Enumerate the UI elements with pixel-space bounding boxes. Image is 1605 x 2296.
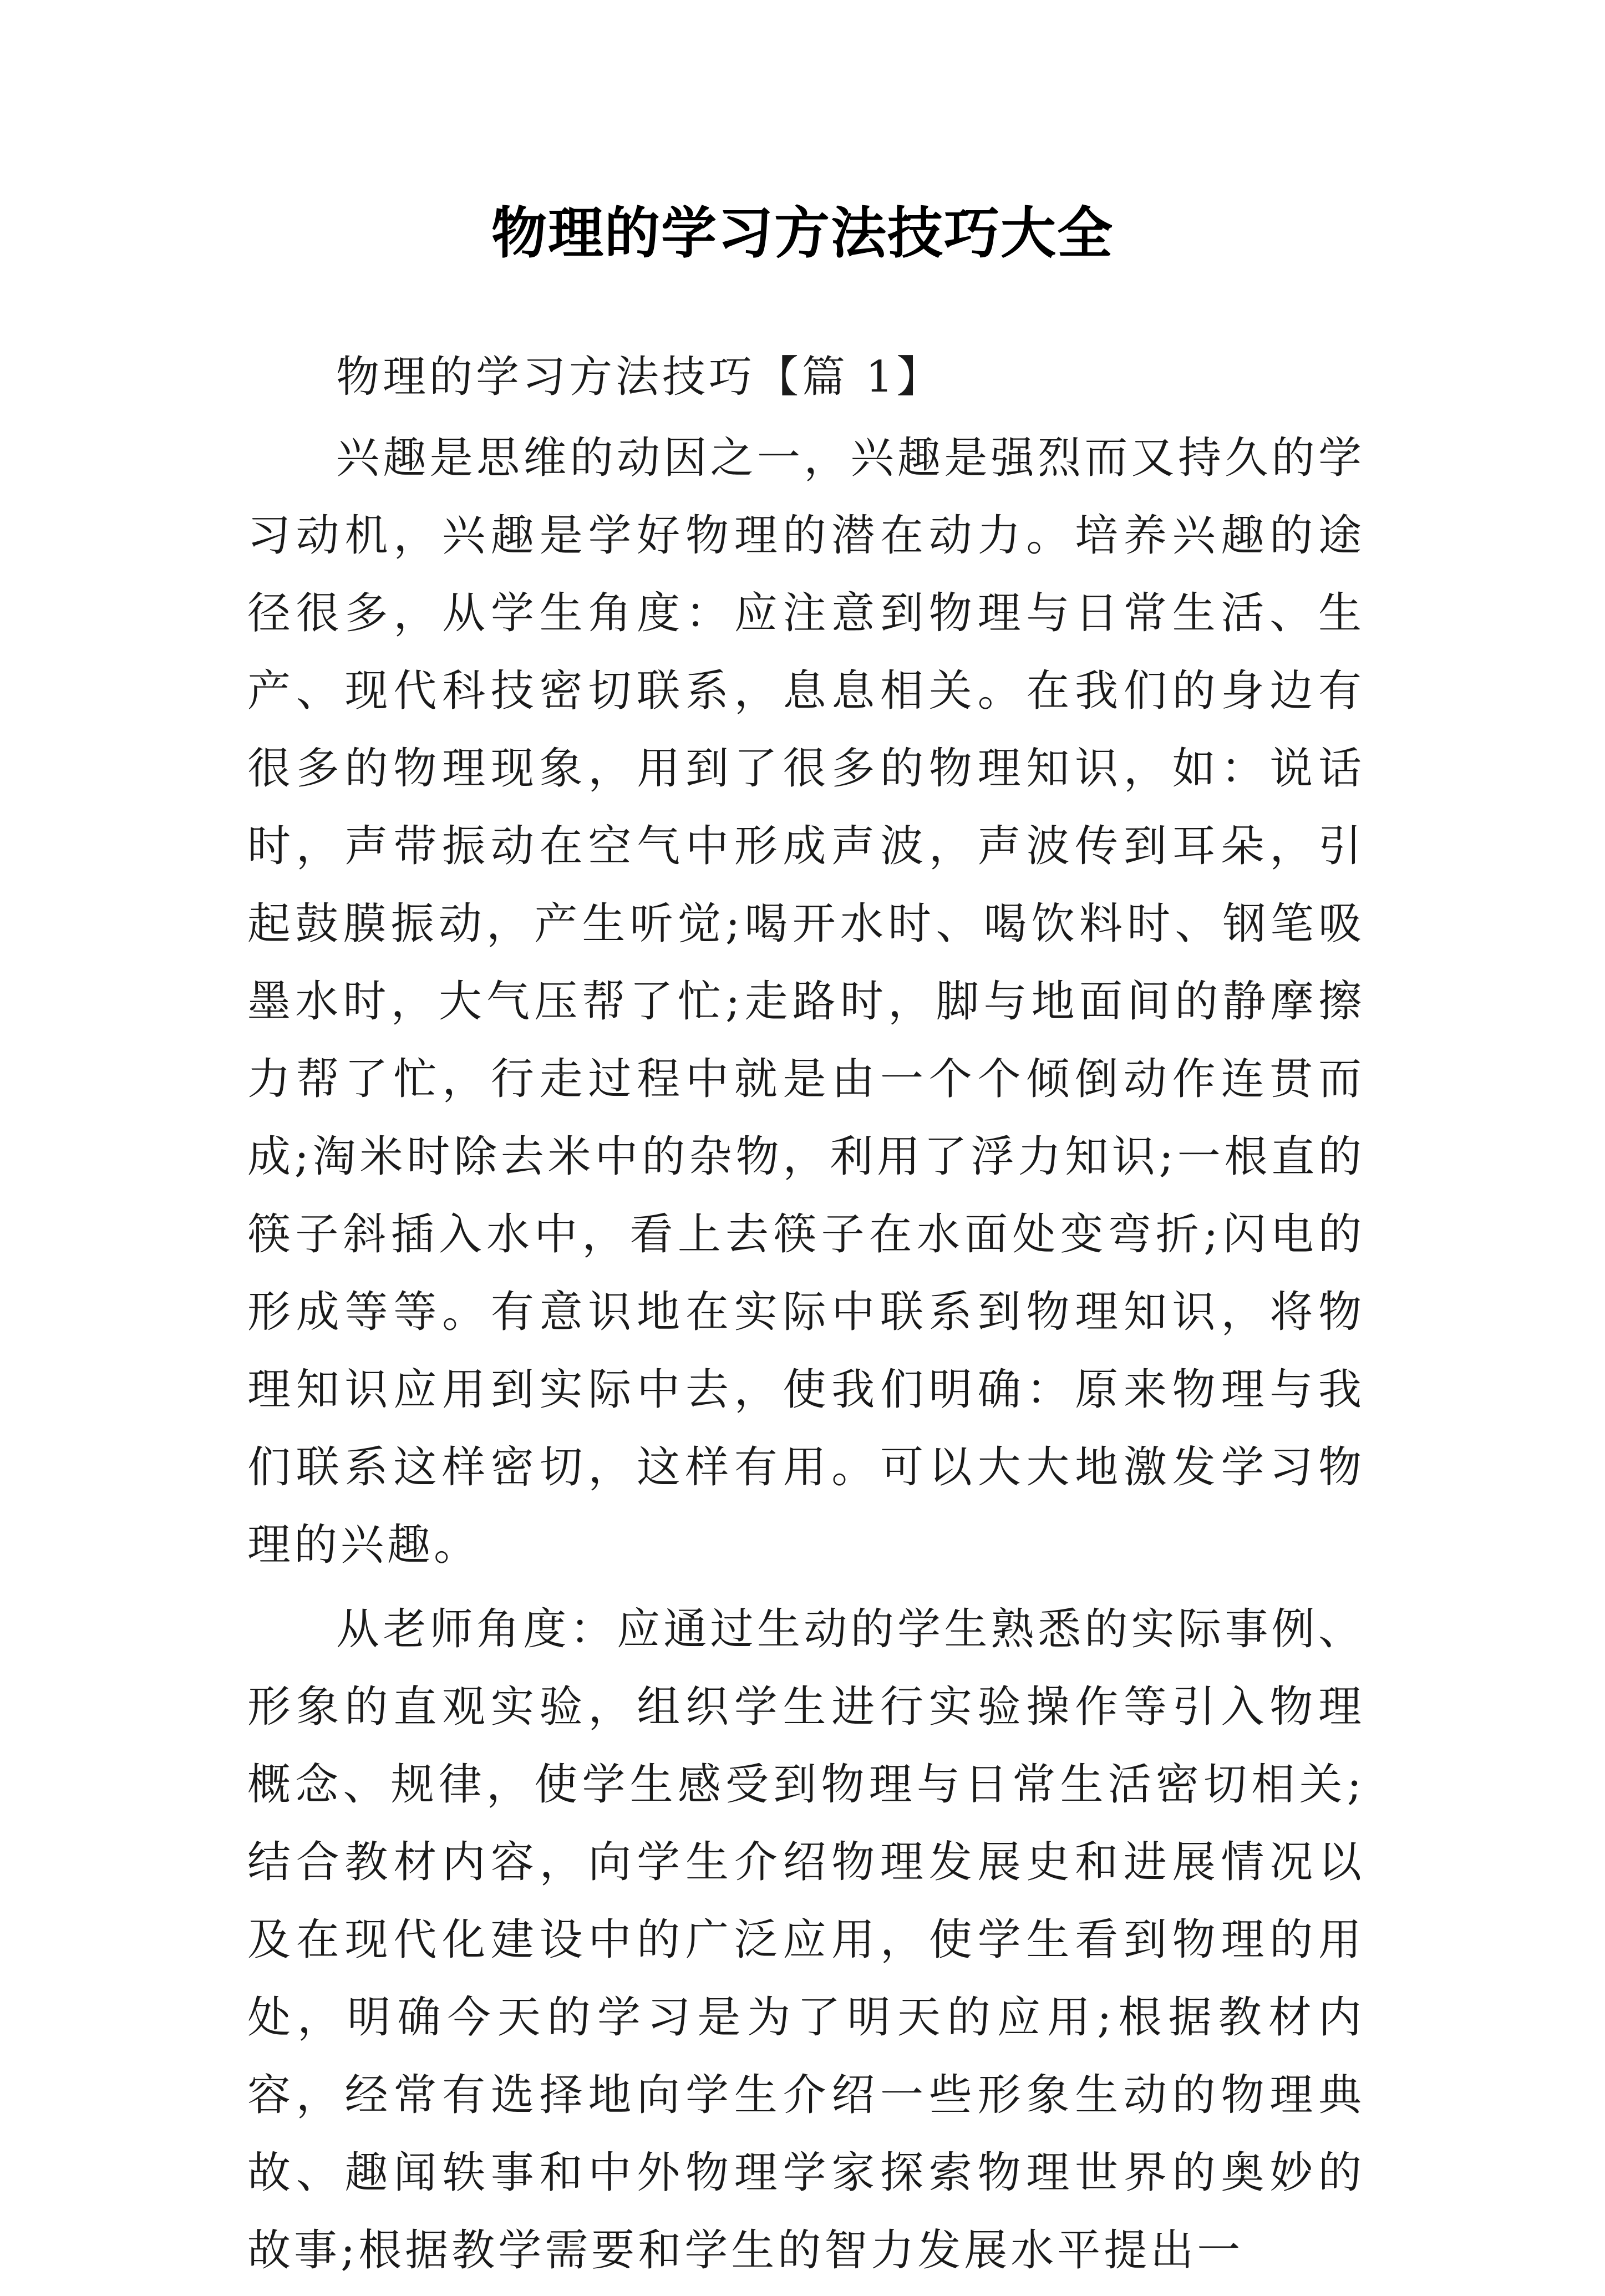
paragraph: 从老师角度：应通过生动的学生熟悉的实际事例、形象的直观实验，组织学生进行实验操作等引入物理概念、规律，使学生感受到物理与日常生活密切相关;结合教材内容，向学生介绍物理发展史和进展情况以及在现代化建设中的广泛应用，使学生看到物理的用处，明确今天的学习是为了明天的应用;根据教材内容，经常有选择地向学生介绍一些形象生动的物理典故、趣闻轶事和中外物理学家探索物理世界的奥妙的故事;根据教学需要和学生的智力发展水平提出一 bbox=[247, 1604, 1365, 2275]
section-heading: 物理的学习方法技巧【篇 1】 bbox=[336, 352, 943, 402]
document-body bbox=[247, 338, 1365, 2296]
paragraph: 兴趣是思维的动因之一，兴趣是强烈而又持久的学习动机，兴趣是学好物理的潜在动力。培养兴趣的途径很多，从学生角度：应注意到物理与日常生活、生产、现代科技密切联系，息息相关。在我们的身边有很多的物理现象，用到了很多的物理知识，如：说话时，声带振动在空气中形成声波，声波传到耳朵，引起鼓膜振动，产生听觉;喝开水时、喝饮料时、钢笔吸墨水时，大气压帮了忙;走路时，脚与地面间的静摩擦力帮了忙，行走过程中就是由一个个倾倒动作连贯而成;淘米时除去米中的杂物，利用了浮力知识;一根直的筷子斜插入水中，看上去筷子在水面处变弯折;闪电的形成等等。有意识地在实际中联系到物理知识，将物理知识应用到实际中去，使我们明确：原来物理与我们联系这样密切，这样有用。可以大大地激发学习物理的兴趣。 bbox=[247, 433, 1365, 1570]
document-title: 物理的学习方法技巧大全 bbox=[491, 200, 1114, 266]
